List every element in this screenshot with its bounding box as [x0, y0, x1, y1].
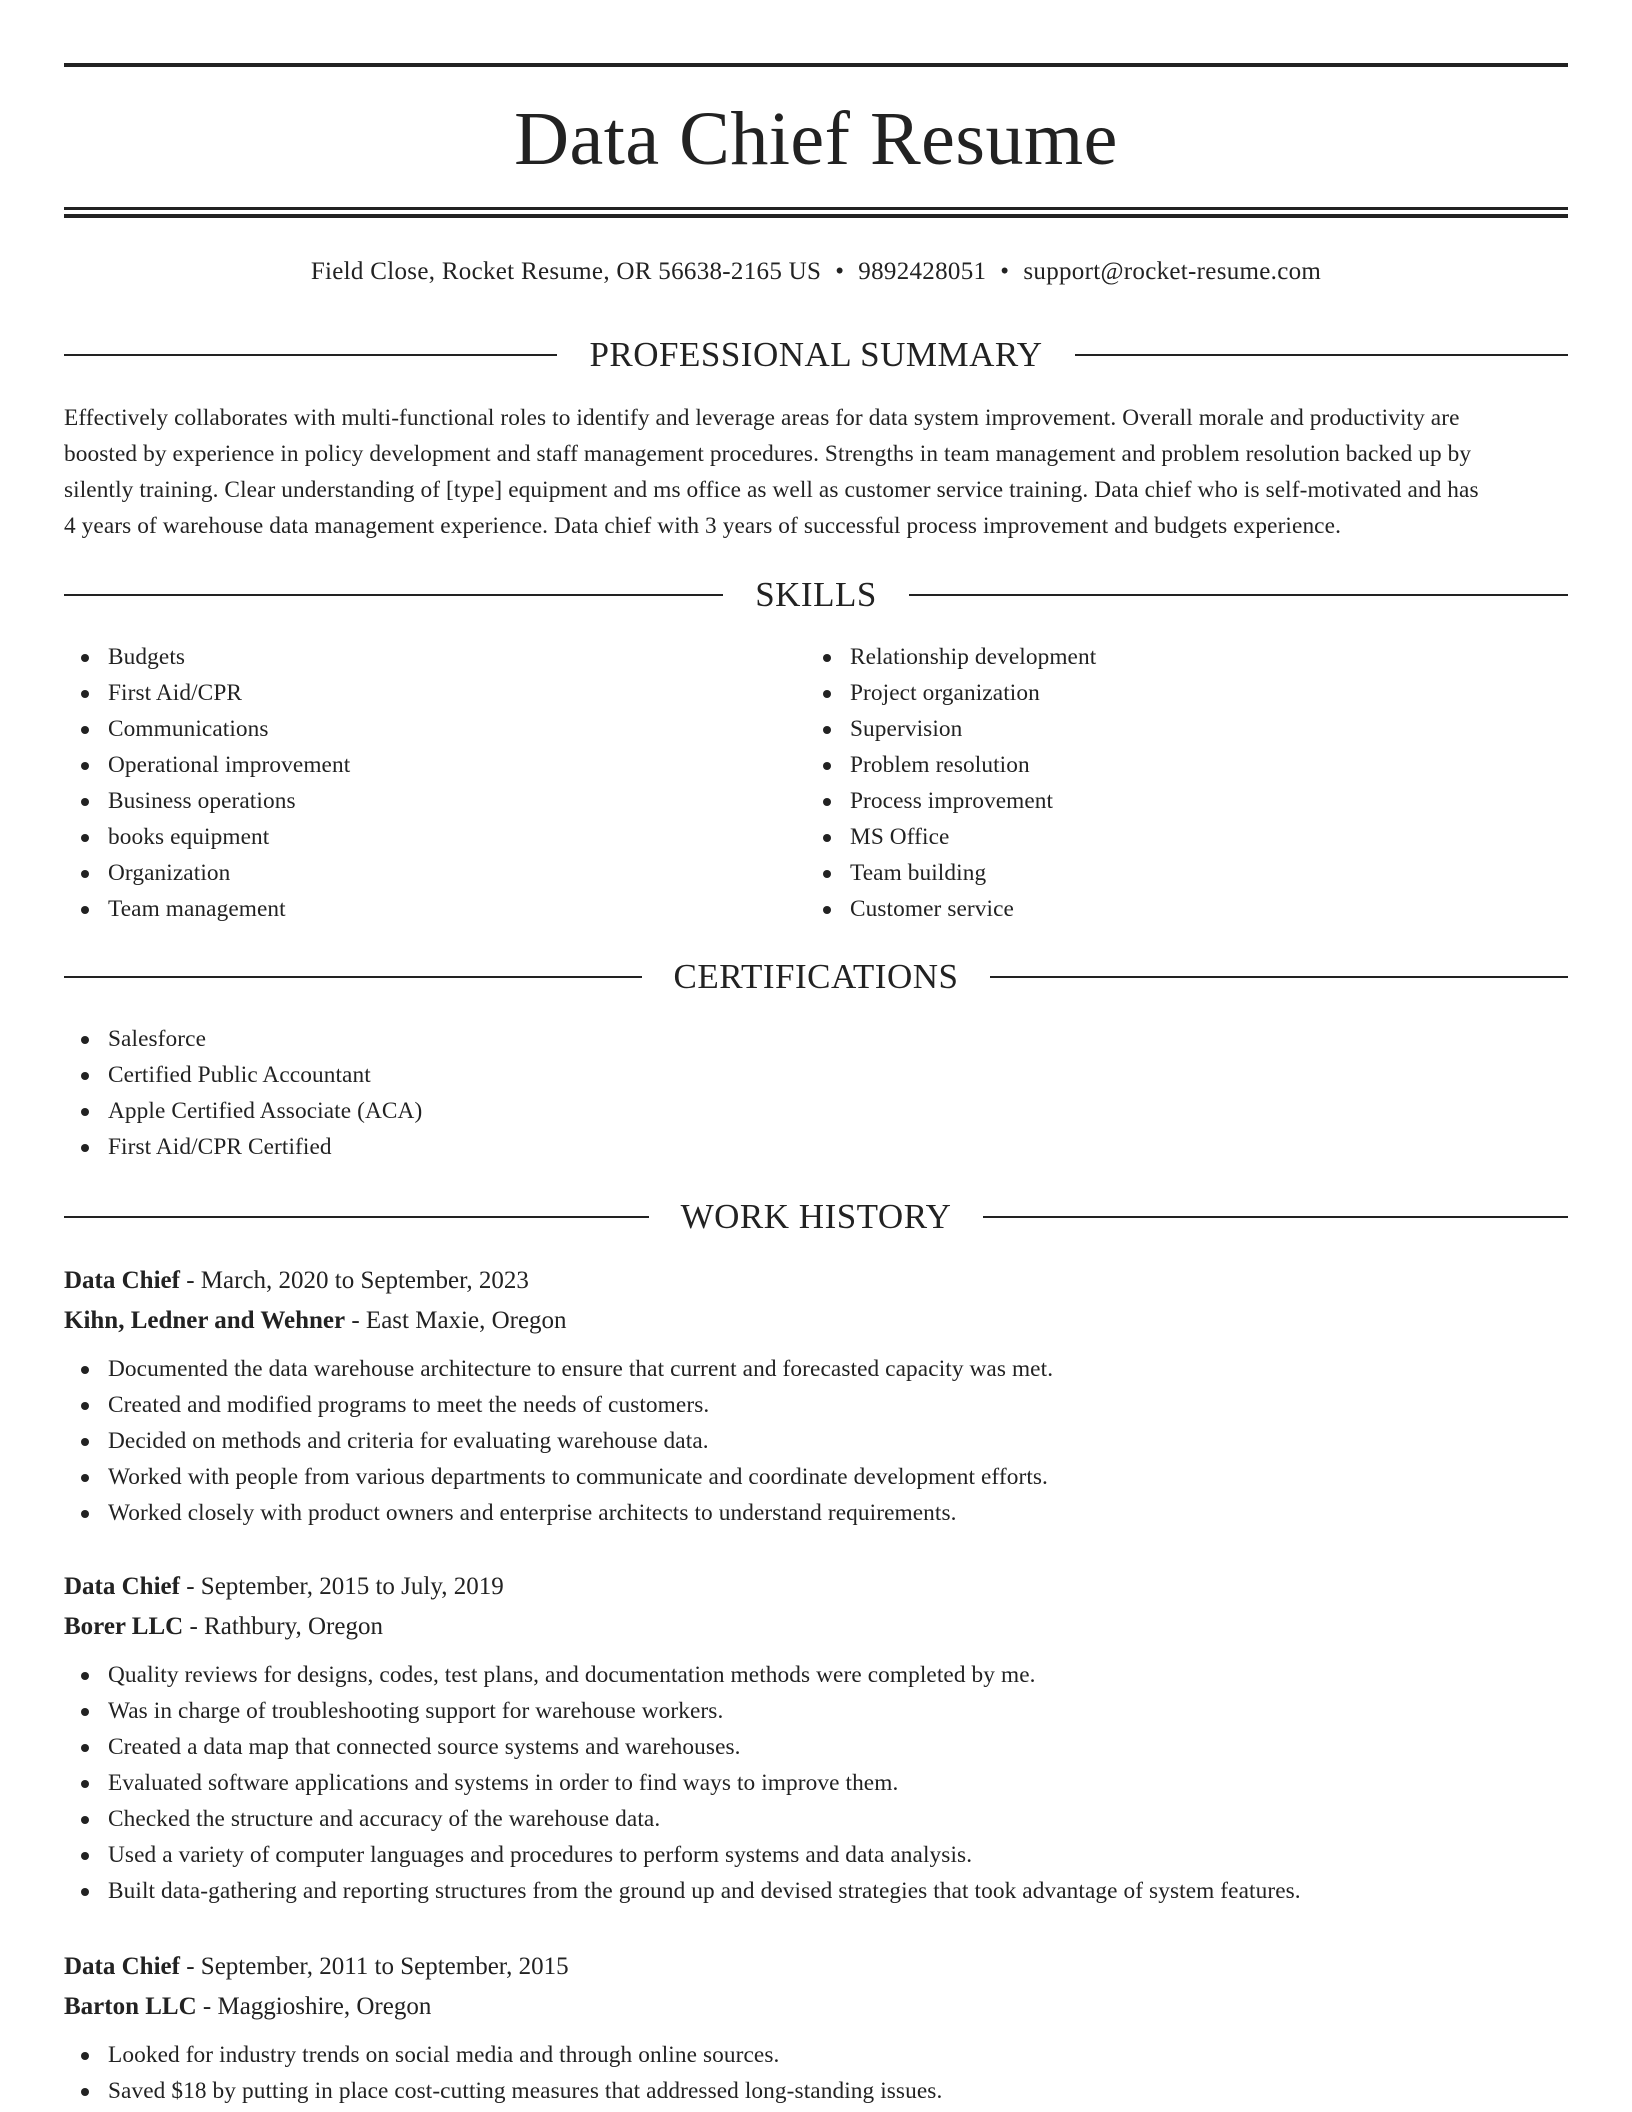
- certifications-list: [64, 1021, 422, 1165]
- job-company: Barton LLC: [64, 1993, 197, 2020]
- heading-rule: [990, 976, 1568, 978]
- skill-item: Budgets: [108, 639, 350, 675]
- contact-phone: 9892428051: [858, 258, 987, 285]
- contact-email: support@rocket-resume.com: [1023, 258, 1322, 285]
- job-duty: Created a data map that connected source systems and warehouses.: [108, 1729, 1568, 1765]
- section-title: WORK HISTORY: [680, 1197, 952, 1236]
- job-title: Data Chief: [64, 1267, 180, 1294]
- job-role-line: [64, 1947, 1568, 1987]
- skill-item: books equipment: [108, 819, 350, 855]
- section-heading-skills: [64, 573, 1568, 617]
- heading-rule: [64, 976, 642, 978]
- skill-item: Team management: [108, 891, 350, 927]
- skill-item: First Aid/CPR: [108, 675, 350, 711]
- certification-item: Apple Certified Associate (ACA): [108, 1093, 422, 1129]
- contact-line: [64, 254, 1568, 290]
- job-entry: [64, 1567, 1568, 1909]
- summary-line: silently training. Clear understanding of [type] equipment and ms office as well as customer service training. Data chief who is self-motivated and has: [64, 477, 1479, 503]
- heading-rule: [1075, 354, 1568, 356]
- certification-item: First Aid/CPR Certified: [108, 1129, 422, 1165]
- job-entry: [64, 1947, 1568, 2109]
- section-heading-certifications: [64, 955, 1568, 999]
- job-dates: - March, 2020 to September, 2023: [179, 1267, 529, 1294]
- heading-rule: [983, 1216, 1568, 1218]
- job-role-line: [64, 1261, 1568, 1301]
- job-company-line: [64, 1301, 1568, 1341]
- contact-address: Field Close, Rocket Resume, OR 56638-2165 US: [310, 258, 822, 285]
- top-rule: [64, 63, 1568, 67]
- heading-rule: [64, 594, 723, 596]
- certification-item: Certified Public Accountant: [108, 1057, 422, 1093]
- summary-line: boosted by experience in policy development and staff management procedures. Strengths in team management and problem resolution backed up by: [64, 441, 1472, 467]
- summary-text: [64, 400, 1568, 544]
- job-company: Borer LLC: [64, 1613, 184, 1640]
- job-company-line: [64, 1607, 1568, 1647]
- skills-right-column: [806, 639, 1096, 927]
- job-duty: Documented the data warehouse architecture to ensure that current and forecasted capacity was met.: [108, 1351, 1568, 1387]
- skill-item: Organization: [108, 855, 350, 891]
- heading-rule: [64, 354, 557, 356]
- job-duty: Quality reviews for designs, codes, test plans, and documentation methods were completed by me.: [108, 1657, 1568, 1693]
- job-dates: - September, 2011 to September, 2015: [179, 1953, 569, 1980]
- job-duty: Built data-gathering and reporting structures from the ground up and devised strategies that took advantage of system features.: [108, 1873, 1568, 1909]
- skill-item: Communications: [108, 711, 350, 747]
- skill-item: Problem resolution: [850, 747, 1096, 783]
- skills-left-column: [64, 639, 350, 927]
- skill-item: Team building: [850, 855, 1096, 891]
- heading-rule: [909, 594, 1568, 596]
- contact-separator: •: [835, 258, 845, 285]
- skill-item: Relationship development: [850, 639, 1096, 675]
- job-duties-list: [64, 2037, 1568, 2109]
- section-title: PROFESSIONAL SUMMARY: [589, 335, 1043, 374]
- section-title: SKILLS: [755, 575, 877, 614]
- summary-line: 4 years of warehouse data management experience. Data chief with 3 years of successful process improvement and budgets experience.: [64, 513, 1341, 539]
- title-double-rule: [64, 207, 1568, 218]
- skills-list: [64, 639, 350, 927]
- job-duty: Evaluated software applications and systems in order to find ways to improve them.: [108, 1765, 1568, 1801]
- job-title: Data Chief: [64, 1953, 180, 1980]
- job-duties-list: [64, 1657, 1568, 1909]
- job-duty: Checked the structure and accuracy of the warehouse data.: [108, 1801, 1568, 1837]
- job-role-line: [64, 1567, 1568, 1607]
- job-title: Data Chief: [64, 1573, 180, 1600]
- resume-title: Data Chief Resume: [514, 97, 1118, 181]
- skill-item: Operational improvement: [108, 747, 350, 783]
- job-duty: Was in charge of troubleshooting support for warehouse workers.: [108, 1693, 1568, 1729]
- job-dates: - September, 2015 to July, 2019: [179, 1573, 504, 1600]
- job-location: - Maggioshire, Oregon: [196, 1993, 432, 2020]
- section-heading-work-history: [64, 1195, 1568, 1239]
- skill-item: Business operations: [108, 783, 350, 819]
- job-duty: Used a variety of computer languages and procedures to perform systems and data analysis.: [108, 1837, 1568, 1873]
- skill-item: Supervision: [850, 711, 1096, 747]
- job-entry: [64, 1261, 1568, 1531]
- certification-item: Salesforce: [108, 1021, 422, 1057]
- job-location: - East Maxie, Oregon: [345, 1307, 567, 1334]
- job-duty: Looked for industry trends on social media and through online sources.: [108, 2037, 1568, 2073]
- section-heading-summary: [64, 333, 1568, 377]
- contact-separator: •: [1000, 258, 1010, 285]
- job-duty: Created and modified programs to meet the needs of customers.: [108, 1387, 1568, 1423]
- skills-list: [806, 639, 1096, 927]
- job-company: Kihn, Ledner and Wehner: [64, 1307, 346, 1334]
- skill-item: MS Office: [850, 819, 1096, 855]
- skill-item: Process improvement: [850, 783, 1096, 819]
- job-duty: Saved $18 by putting in place cost-cutting measures that addressed long-standing issues.: [108, 2073, 1568, 2109]
- job-duty: Decided on methods and criteria for evaluating warehouse data.: [108, 1423, 1568, 1459]
- job-duties-list: [64, 1351, 1568, 1531]
- job-company-line: [64, 1987, 1568, 2027]
- section-title: CERTIFICATIONS: [673, 957, 959, 996]
- skill-item: Customer service: [850, 891, 1096, 927]
- job-location: - Rathbury, Oregon: [183, 1613, 383, 1640]
- job-duty: Worked with people from various departments to communicate and coordinate development efforts.: [108, 1459, 1568, 1495]
- skill-item: Project organization: [850, 675, 1096, 711]
- certifications-block: [64, 1021, 422, 1165]
- job-duty: Worked closely with product owners and enterprise architects to understand requirements.: [108, 1495, 1568, 1531]
- summary-line: Effectively collaborates with multi-functional roles to identify and leverage areas for data system improvement. Overall morale and productivity are: [64, 405, 1460, 431]
- heading-rule: [64, 1216, 649, 1218]
